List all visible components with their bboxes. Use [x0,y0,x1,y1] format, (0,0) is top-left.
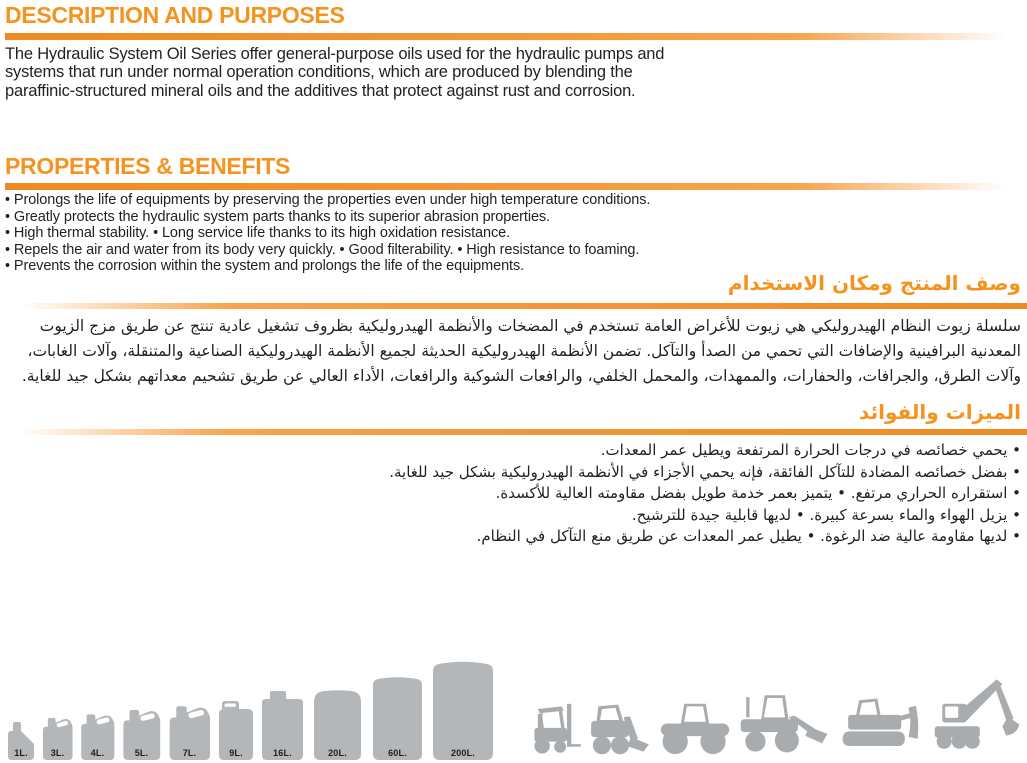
arabic-bullet-item: • بفضل خصائصه المضادة للتآكل الفائقة، فإنه يحمي الأجزاء في الأنظمة الهيدروليكية بشكل جيد للغاية. [389,462,1021,481]
bullet-item: • Greatly protects the hydraulic system parts thanks to its superior abrasion properties. [5,208,551,225]
container-7l [167,700,212,760]
arabic-bullet-item: • استقراره الحراري مرتفع. • يتميز بعمر خدمة طويل بفضل مقاومته العالية للأكسدة. [495,484,1021,503]
container-3l [41,713,74,760]
description-line: The Hydraulic System Oil Series offer general-purpose oils used for the hydraulic pumps and [5,45,665,63]
oil-barrel-icon [430,657,496,760]
orange-divider-arabic-features [0,429,1027,435]
description-paragraph [5,45,664,100]
container-16l [260,689,305,760]
backhoe-loader-icon [737,687,833,757]
container-5l [121,704,162,760]
arabic-features-heading: الميزات والفوائد [859,400,1021,424]
wheel-loader-icon [659,699,731,757]
arabic-description-line: وآلات الطرق، والجرافات، والحفارات، والممهدات، والمحمل الخلفي، والرافعات الشوكية والرافعات، الأداء العالي عن طريق تشحيم معداتهم بشكل جيد للغاية. [21,367,1021,385]
arabic-bullet-item: • يحمي خصائصه في درجات الحرارة المرتفعة ويطيل عمر المعدات. [600,441,1021,459]
properties-heading: PROPERTIES & BENEFITS [5,153,291,179]
container-60l [370,673,425,760]
container-size-label: 3L. [50,748,65,758]
container-size-label: 200L. [450,748,475,758]
description-heading: DESCRIPTION AND PURPOSES [5,2,345,28]
container-9l [217,698,255,760]
description-line: paraffinic-structured mineral oils and the additives that protect against rust and corrosion. [5,81,636,100]
bullet-item: • Prevents the corrosion within the system and prolongs the life of the equipments. [5,258,525,275]
container-size-label: 16L. [273,748,292,758]
container-size-label: 1L. [14,748,28,758]
container-size-label: 9L. [229,748,243,758]
container-size-label: 20L. [328,748,347,758]
arabic-description-line: المعدنية البرافينية والإضافات التي تحمي من الصدأ والتآكل. تضمن الأنظمة الهيدروليكية الحديثة لجميع الأنظمة الهيدروليكية الصناعية والمتنقلة، وآلات الغابات، [27,342,1021,360]
excavator-icon [931,673,1023,757]
equipment-row [529,673,1023,757]
oil-barrel-icon [370,673,425,760]
properties-bullet-list [5,192,650,275]
bullet-item: • High thermal stability. • Long service life thanks to its high oxidation resistance. [5,225,511,242]
orange-divider-description [5,33,1027,40]
container-20l [310,686,365,760]
bulldozer-icon [839,693,925,757]
arabic-description-line: سلسلة زيوت النظام الهيدروليكي هي زيوت للأغراض العامة تستخدم في المضخات والأنظمة الهيدروليكية بظروف تشغيل عادية تنتج عن طريق مزج الزيوت [39,317,1021,335]
container-4l [79,709,116,760]
arabic-bullet-item: • لديها مقاومة عالية ضد الرغوة. • يطيل عمر المعدات عن طريق منع التآكل في النظام. [476,527,1021,546]
arabic-features-bullet-list [389,440,1021,548]
arabic-description-heading: وصف المنتج ومكان الاستخدام [727,271,1021,295]
orange-divider-properties [5,183,1027,190]
container-size-label: 60L. [388,748,407,758]
skid-steer-loader-icon [587,701,653,757]
arabic-description-paragraph [22,314,1021,389]
bullet-item: • Repels the air and water from its body very quickly. • Good filterability. • High resistance to foaming. [5,241,640,258]
container-200l [430,657,496,760]
package-size-row [6,657,496,760]
forklift-icon [529,697,581,757]
bullet-item: • Prolongs the life of equipments by preserving the properties even under high temperature conditions. [5,192,651,208]
description-line: systems that run under normal operation conditions, which are produced by blending the [5,63,633,82]
container-size-label: 7L. [182,748,197,758]
arabic-bullet-item: • يزيل الهواء والماء بسرعة كبيرة. • لديها قابلية جيدة للترشيح. [631,505,1021,524]
container-size-label: 5L. [134,748,149,758]
orange-divider-arabic-description [0,303,1027,309]
container-size-label: 4L. [90,748,105,758]
container-1l [6,718,36,760]
